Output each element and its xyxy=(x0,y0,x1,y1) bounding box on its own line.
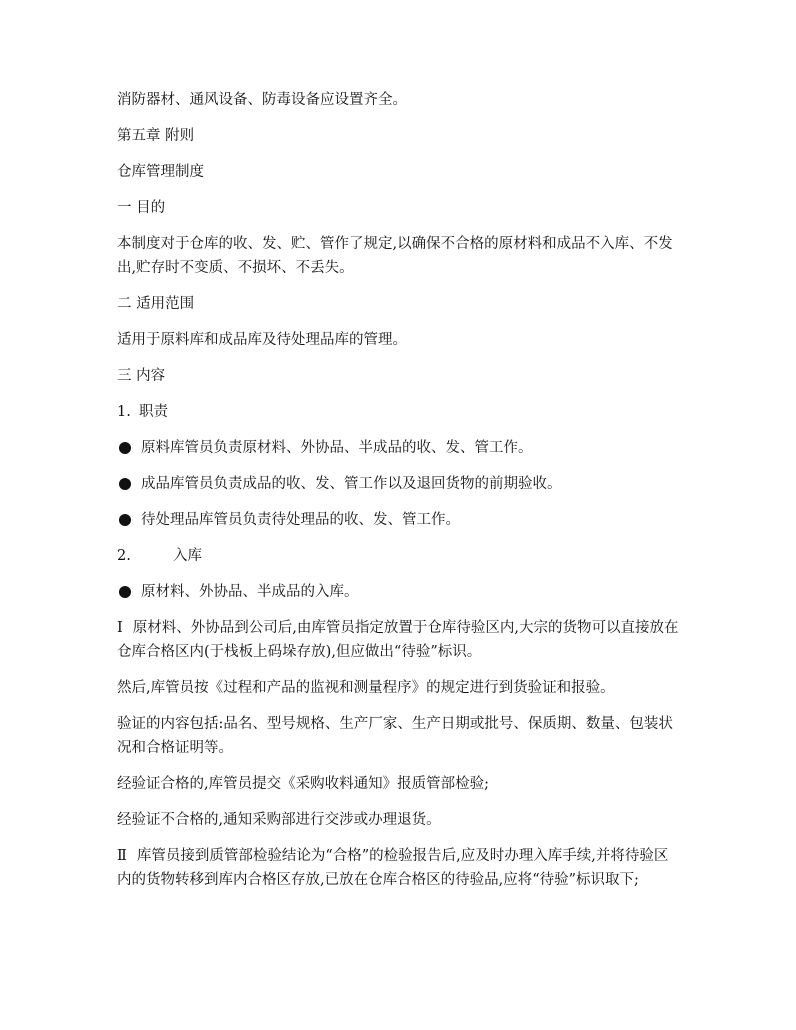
paragraph-verification-pass: 经验证合格的,库管员提交《采购收料通知》报质管部检验; xyxy=(117,776,489,792)
numbered-item-inbound xyxy=(117,544,682,568)
roman-numeral: Ⅱ xyxy=(117,848,127,864)
numbered-item-duties xyxy=(117,400,682,424)
bullet-icon xyxy=(119,514,131,526)
numbered-item-text: 入库 xyxy=(173,548,202,564)
bullet-icon xyxy=(119,442,131,454)
bullet-text: 成品库管员负责成品的收、发、管工作以及退回货物的前期验收。 xyxy=(141,476,562,492)
bullet-text: 待处理品库管员负责待处理品的收、发、管工作。 xyxy=(141,512,460,528)
paragraph-purpose: 本制度对于仓库的收、发、贮、管作了规定,以确保不合格的原材料和成品不入库、不发出,贮存时不变质、不损坏、不丢失。 xyxy=(117,236,673,276)
section-heading-purpose: 一 目的 xyxy=(117,200,166,216)
section-heading-content: 三 内容 xyxy=(117,368,166,384)
paragraph-verification-content: 验证的内容包括:品名、型号规格、生产厂家、生产日期或批号、保质期、数量、包装状况和合格证明等。 xyxy=(117,716,673,756)
roman-item-1 xyxy=(117,616,682,664)
bullet-icon xyxy=(119,586,131,598)
roman-item-2 xyxy=(117,844,682,892)
chapter-heading: 第五章 附则 xyxy=(117,128,195,144)
roman-numeral: Ⅰ xyxy=(117,620,123,636)
bullet-text: 原料库管员负责原材料、外协品、半成品的收、发、管工作。 xyxy=(141,440,533,456)
paragraph-verification-fail: 经验证不合格的,通知采购部进行交涉或办理退货。 xyxy=(117,812,441,828)
document-title: 仓库管理制度 xyxy=(117,164,204,180)
section-heading-scope: 二 适用范围 xyxy=(117,296,195,312)
paragraph-fire-equipment: 消防器材、通风设备、防毒设备应设置齐全。 xyxy=(117,92,407,108)
bullet-item xyxy=(117,508,682,532)
number-label: 1. xyxy=(117,404,131,420)
numbered-item-text: 职责 xyxy=(139,404,168,420)
bullet-icon xyxy=(119,478,131,490)
bullet-item xyxy=(117,580,682,604)
paragraph-scope: 适用于原料库和成品库及待处理品库的管理。 xyxy=(117,332,407,348)
number-label: 2. xyxy=(117,548,131,564)
bullet-item xyxy=(117,436,682,460)
roman-item-text: 原材料、外协品到公司后,由库管员指定放置于仓库待验区内,大宗的货物可以直接放在仓库合格区内(于栈板上码垛存放),但应做出“待验”标识。 xyxy=(117,620,679,660)
roman-item-text: 库管员接到质管部检验结论为“合格”的检验报告后,应及时办理入库手续,并将待验区内的货物转移到库内合格区存放,已放在仓库合格区的待验品,应将“待验”标识取下; xyxy=(117,848,669,888)
bullet-text: 原材料、外协品、半成品的入库。 xyxy=(141,584,359,600)
document-page xyxy=(117,88,682,904)
paragraph-verification-procedure: 然后,库管员按《过程和产品的监视和测量程序》的规定进行到货验证和报验。 xyxy=(117,680,615,696)
bullet-item xyxy=(117,472,682,496)
